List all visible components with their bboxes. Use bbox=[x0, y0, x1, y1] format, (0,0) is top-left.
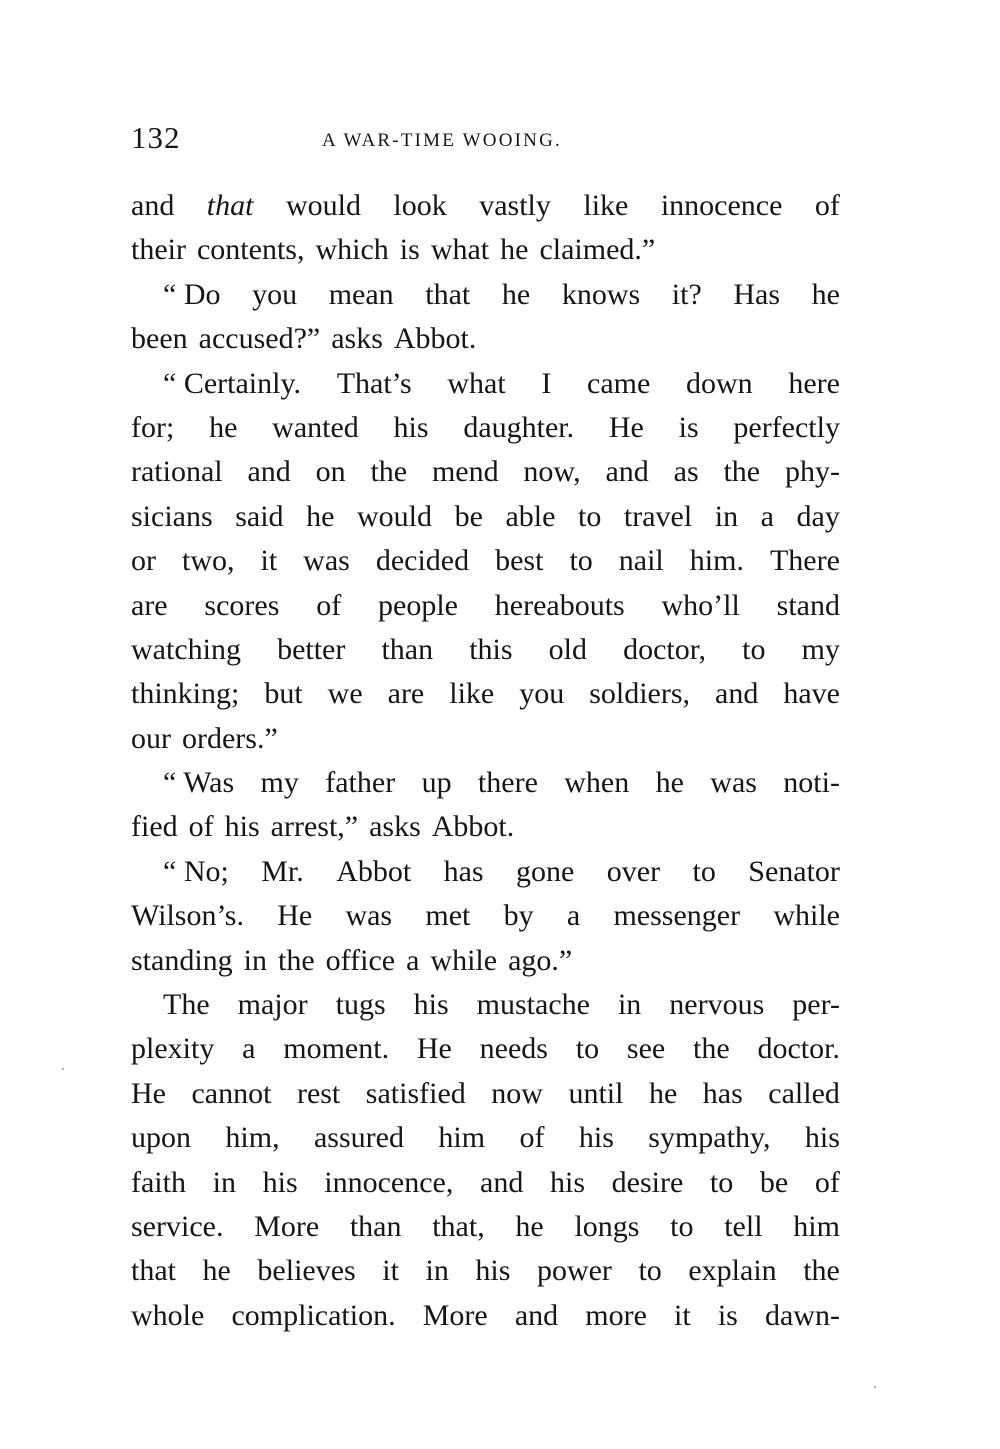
word: said bbox=[235, 499, 284, 533]
word: be bbox=[454, 499, 483, 533]
word: daughter. bbox=[463, 410, 575, 444]
word: it? bbox=[671, 277, 702, 311]
word: which bbox=[315, 233, 389, 267]
word: his bbox=[549, 1165, 585, 1199]
word: major bbox=[237, 988, 308, 1022]
word: mean bbox=[328, 277, 394, 311]
word: are bbox=[387, 677, 425, 711]
word: and bbox=[131, 189, 175, 222]
word: “ No; bbox=[163, 854, 229, 888]
word: scores bbox=[204, 588, 280, 622]
word: more bbox=[585, 1298, 647, 1332]
word: phy- bbox=[784, 455, 840, 489]
text-line bbox=[131, 1161, 840, 1205]
word: his bbox=[224, 810, 260, 844]
word: desire bbox=[611, 1165, 684, 1199]
word: he bbox=[811, 277, 840, 311]
word: the bbox=[278, 943, 315, 977]
word: There bbox=[769, 544, 840, 578]
word: by bbox=[503, 899, 534, 933]
word: He bbox=[277, 899, 313, 933]
word: two, bbox=[182, 544, 235, 578]
text-line bbox=[131, 1205, 840, 1249]
word: contents, bbox=[196, 233, 305, 267]
text-line bbox=[131, 1294, 840, 1338]
word: when bbox=[564, 766, 630, 800]
word: sympathy, bbox=[648, 1121, 771, 1155]
word: mend bbox=[431, 455, 499, 489]
word: that, bbox=[432, 1209, 485, 1243]
word: claimed.” bbox=[539, 233, 656, 267]
text-line bbox=[131, 894, 840, 938]
word: to bbox=[692, 854, 716, 888]
word: would bbox=[285, 189, 361, 222]
word: and bbox=[605, 455, 649, 489]
word: of bbox=[814, 1165, 840, 1199]
word: it bbox=[260, 544, 278, 578]
word: arrest,” bbox=[270, 810, 359, 844]
word: and bbox=[715, 677, 759, 711]
word: thinking; bbox=[131, 677, 240, 711]
word: his bbox=[393, 410, 429, 444]
word: him bbox=[793, 1209, 840, 1243]
word: moment. bbox=[283, 1032, 390, 1066]
text-line bbox=[131, 1072, 840, 1116]
text-line bbox=[131, 450, 840, 494]
word: dawn- bbox=[764, 1298, 840, 1332]
word: down bbox=[685, 366, 753, 400]
word: day bbox=[796, 499, 840, 533]
word: was bbox=[710, 766, 757, 800]
word: sicians bbox=[131, 499, 213, 533]
word: of bbox=[188, 810, 214, 844]
word: nail bbox=[618, 544, 664, 578]
word: Abbot. bbox=[431, 810, 515, 844]
word: the bbox=[370, 455, 408, 489]
word: to bbox=[575, 1032, 600, 1066]
word: decided bbox=[375, 544, 470, 578]
word: his bbox=[413, 988, 449, 1022]
word: upon bbox=[131, 1121, 191, 1155]
word: it bbox=[674, 1298, 691, 1332]
word: tell bbox=[724, 1209, 763, 1243]
word: per- bbox=[792, 988, 840, 1022]
word: what bbox=[447, 366, 506, 400]
word: “ Was bbox=[163, 766, 235, 800]
text-line bbox=[131, 362, 840, 406]
text-line bbox=[131, 717, 840, 761]
word: needs bbox=[479, 1032, 548, 1066]
word: as bbox=[673, 455, 699, 489]
word: ago.” bbox=[508, 943, 573, 977]
word: you bbox=[252, 277, 298, 311]
word: you bbox=[519, 677, 565, 711]
word: rational bbox=[131, 455, 223, 489]
word: than bbox=[381, 632, 434, 666]
word: Mr. bbox=[261, 854, 304, 888]
word: him, bbox=[225, 1121, 280, 1155]
word: the bbox=[693, 1032, 730, 1066]
word: He bbox=[608, 410, 644, 444]
word: whole bbox=[131, 1298, 205, 1332]
word: More bbox=[254, 1209, 320, 1243]
text-line bbox=[131, 983, 840, 1027]
word: for; bbox=[131, 410, 175, 444]
word: came bbox=[587, 366, 651, 400]
word: standing bbox=[131, 943, 233, 977]
word: my bbox=[260, 766, 299, 800]
word: to bbox=[638, 1254, 662, 1288]
word: this bbox=[469, 632, 513, 666]
word: has bbox=[702, 1076, 743, 1110]
word: plexity bbox=[131, 1032, 215, 1066]
word: until bbox=[568, 1076, 624, 1110]
paper-speck bbox=[62, 1068, 64, 1070]
word: to bbox=[742, 632, 766, 666]
word: power bbox=[536, 1254, 612, 1288]
word: a bbox=[566, 899, 581, 933]
word: rest bbox=[296, 1076, 341, 1110]
text-line bbox=[131, 850, 840, 894]
text-line bbox=[131, 805, 840, 849]
word: of bbox=[814, 189, 840, 222]
word: travel bbox=[623, 499, 693, 533]
word: our bbox=[131, 721, 171, 755]
word: orders.” bbox=[182, 721, 278, 755]
text-line bbox=[131, 273, 840, 317]
word: was bbox=[303, 544, 350, 578]
word: noti- bbox=[783, 766, 840, 800]
word: Has bbox=[733, 277, 781, 311]
text-line bbox=[131, 939, 840, 983]
word: The bbox=[163, 988, 210, 1022]
word: stand bbox=[776, 588, 840, 622]
word: now bbox=[491, 1076, 543, 1110]
word: “ Certainly. bbox=[163, 366, 302, 400]
word: it bbox=[382, 1254, 399, 1288]
word: my bbox=[801, 632, 840, 666]
word: Wilson’s. bbox=[131, 899, 244, 933]
word: that bbox=[131, 1254, 176, 1288]
word: who’ll bbox=[661, 588, 740, 622]
text-line bbox=[131, 628, 840, 672]
word: like bbox=[583, 189, 629, 222]
word: met bbox=[425, 899, 471, 933]
word: mustache bbox=[476, 988, 590, 1022]
word: a bbox=[242, 1032, 256, 1066]
word: but bbox=[264, 677, 303, 711]
word: believes bbox=[257, 1254, 356, 1288]
word: he bbox=[209, 410, 238, 444]
word: asks bbox=[369, 810, 421, 844]
text-line bbox=[131, 539, 840, 583]
word: in bbox=[425, 1254, 449, 1288]
word: the bbox=[803, 1254, 840, 1288]
word: hereabouts bbox=[494, 588, 625, 622]
word: the bbox=[723, 455, 761, 489]
word: messenger bbox=[613, 899, 741, 933]
word: he bbox=[501, 277, 531, 311]
word: would bbox=[357, 499, 432, 533]
word: see bbox=[626, 1032, 666, 1066]
text-line bbox=[131, 584, 840, 628]
word: in bbox=[243, 943, 268, 977]
word: fied bbox=[131, 810, 178, 844]
word: old bbox=[548, 632, 587, 666]
word: perfectly bbox=[733, 410, 840, 444]
word: while bbox=[773, 899, 840, 933]
word: to bbox=[709, 1165, 734, 1199]
word: tugs bbox=[335, 988, 386, 1022]
text-line bbox=[131, 184, 840, 228]
word: here bbox=[788, 366, 840, 400]
word: what bbox=[430, 233, 490, 267]
word: doctor, bbox=[623, 632, 707, 666]
word: to bbox=[569, 544, 593, 578]
word: father bbox=[325, 766, 396, 800]
word: him. bbox=[689, 544, 744, 578]
page-number: 132 bbox=[131, 120, 181, 155]
text-line bbox=[131, 495, 840, 539]
word: satisfied bbox=[365, 1076, 466, 1110]
word: in bbox=[714, 499, 739, 533]
word: over bbox=[606, 854, 661, 888]
word: he bbox=[500, 233, 529, 267]
word: innocence, bbox=[324, 1165, 454, 1199]
word: to bbox=[670, 1209, 694, 1243]
word: a bbox=[760, 499, 774, 533]
text-line bbox=[131, 406, 840, 450]
word: a bbox=[406, 943, 420, 977]
running-title: A WAR-TIME WOOING. bbox=[322, 130, 562, 151]
word: was bbox=[345, 899, 393, 933]
word: are bbox=[131, 588, 168, 622]
word: longs bbox=[574, 1209, 640, 1243]
body-text bbox=[131, 184, 840, 1338]
word: “ Do bbox=[163, 277, 221, 311]
word: and bbox=[514, 1298, 559, 1332]
word: wanted bbox=[272, 410, 359, 444]
word: better bbox=[277, 632, 346, 666]
word: his bbox=[475, 1254, 511, 1288]
word: he bbox=[202, 1254, 231, 1288]
word: he bbox=[648, 1076, 678, 1110]
word: he bbox=[306, 499, 335, 533]
word: up bbox=[421, 766, 452, 800]
word: like bbox=[449, 677, 495, 711]
word: that bbox=[206, 189, 254, 222]
word: innocence bbox=[660, 189, 783, 222]
word: he bbox=[515, 1209, 544, 1243]
word: He bbox=[131, 1076, 166, 1110]
text-line bbox=[131, 1027, 840, 1071]
word: called bbox=[768, 1076, 840, 1110]
word: in bbox=[212, 1165, 236, 1199]
word: and bbox=[480, 1165, 524, 1199]
word: and bbox=[247, 455, 291, 489]
word: than bbox=[349, 1209, 402, 1243]
word: office bbox=[325, 943, 396, 977]
text-line bbox=[131, 1249, 840, 1293]
word: that bbox=[425, 277, 471, 311]
word: vastly bbox=[479, 189, 551, 222]
word: service. bbox=[131, 1209, 224, 1243]
word: nervous bbox=[669, 988, 765, 1022]
word: is bbox=[717, 1298, 738, 1332]
word: faith bbox=[131, 1165, 186, 1199]
word: complication. bbox=[231, 1298, 396, 1332]
word: doctor. bbox=[757, 1032, 840, 1066]
text-line bbox=[131, 1116, 840, 1160]
word: on bbox=[315, 455, 346, 489]
word: cannot bbox=[191, 1076, 272, 1110]
word: look bbox=[393, 189, 447, 222]
word: accused?” bbox=[198, 322, 321, 356]
word: we bbox=[327, 677, 363, 711]
word: best bbox=[495, 544, 544, 578]
word: him bbox=[438, 1121, 486, 1155]
word: of bbox=[519, 1121, 545, 1155]
word: is bbox=[399, 233, 420, 267]
word: or bbox=[131, 544, 156, 578]
word: soldiers, bbox=[589, 677, 691, 711]
word: his bbox=[804, 1121, 840, 1155]
word: there bbox=[477, 766, 538, 800]
paper-speck bbox=[874, 1386, 876, 1388]
word: is bbox=[678, 410, 699, 444]
word: That’s bbox=[336, 366, 412, 400]
running-head bbox=[131, 120, 840, 160]
word: Abbot bbox=[336, 854, 412, 888]
word: Abbot. bbox=[393, 322, 477, 356]
text-line bbox=[131, 761, 840, 805]
word: able bbox=[505, 499, 556, 533]
word: in bbox=[617, 988, 642, 1022]
word: be bbox=[759, 1165, 789, 1199]
word: their bbox=[131, 233, 186, 267]
word: assured bbox=[313, 1121, 404, 1155]
word: now, bbox=[523, 455, 581, 489]
word: to bbox=[577, 499, 602, 533]
word: He bbox=[416, 1032, 452, 1066]
text-line bbox=[131, 672, 840, 716]
word: has bbox=[443, 854, 484, 888]
word: asks bbox=[331, 322, 383, 356]
word: while bbox=[430, 943, 498, 977]
word: his bbox=[578, 1121, 614, 1155]
word: people bbox=[378, 588, 458, 622]
word: of bbox=[316, 588, 342, 622]
word: have bbox=[783, 677, 840, 711]
text-line bbox=[131, 228, 840, 272]
word: explain bbox=[688, 1254, 777, 1288]
word: been bbox=[131, 322, 188, 356]
word: his bbox=[262, 1165, 298, 1199]
word: More bbox=[422, 1298, 488, 1332]
word: knows bbox=[561, 277, 641, 311]
word: Senator bbox=[748, 854, 840, 888]
word: he bbox=[655, 766, 684, 800]
word: gone bbox=[516, 854, 575, 888]
text-line bbox=[131, 317, 840, 361]
word: I bbox=[541, 366, 552, 400]
word: watching bbox=[131, 632, 241, 666]
